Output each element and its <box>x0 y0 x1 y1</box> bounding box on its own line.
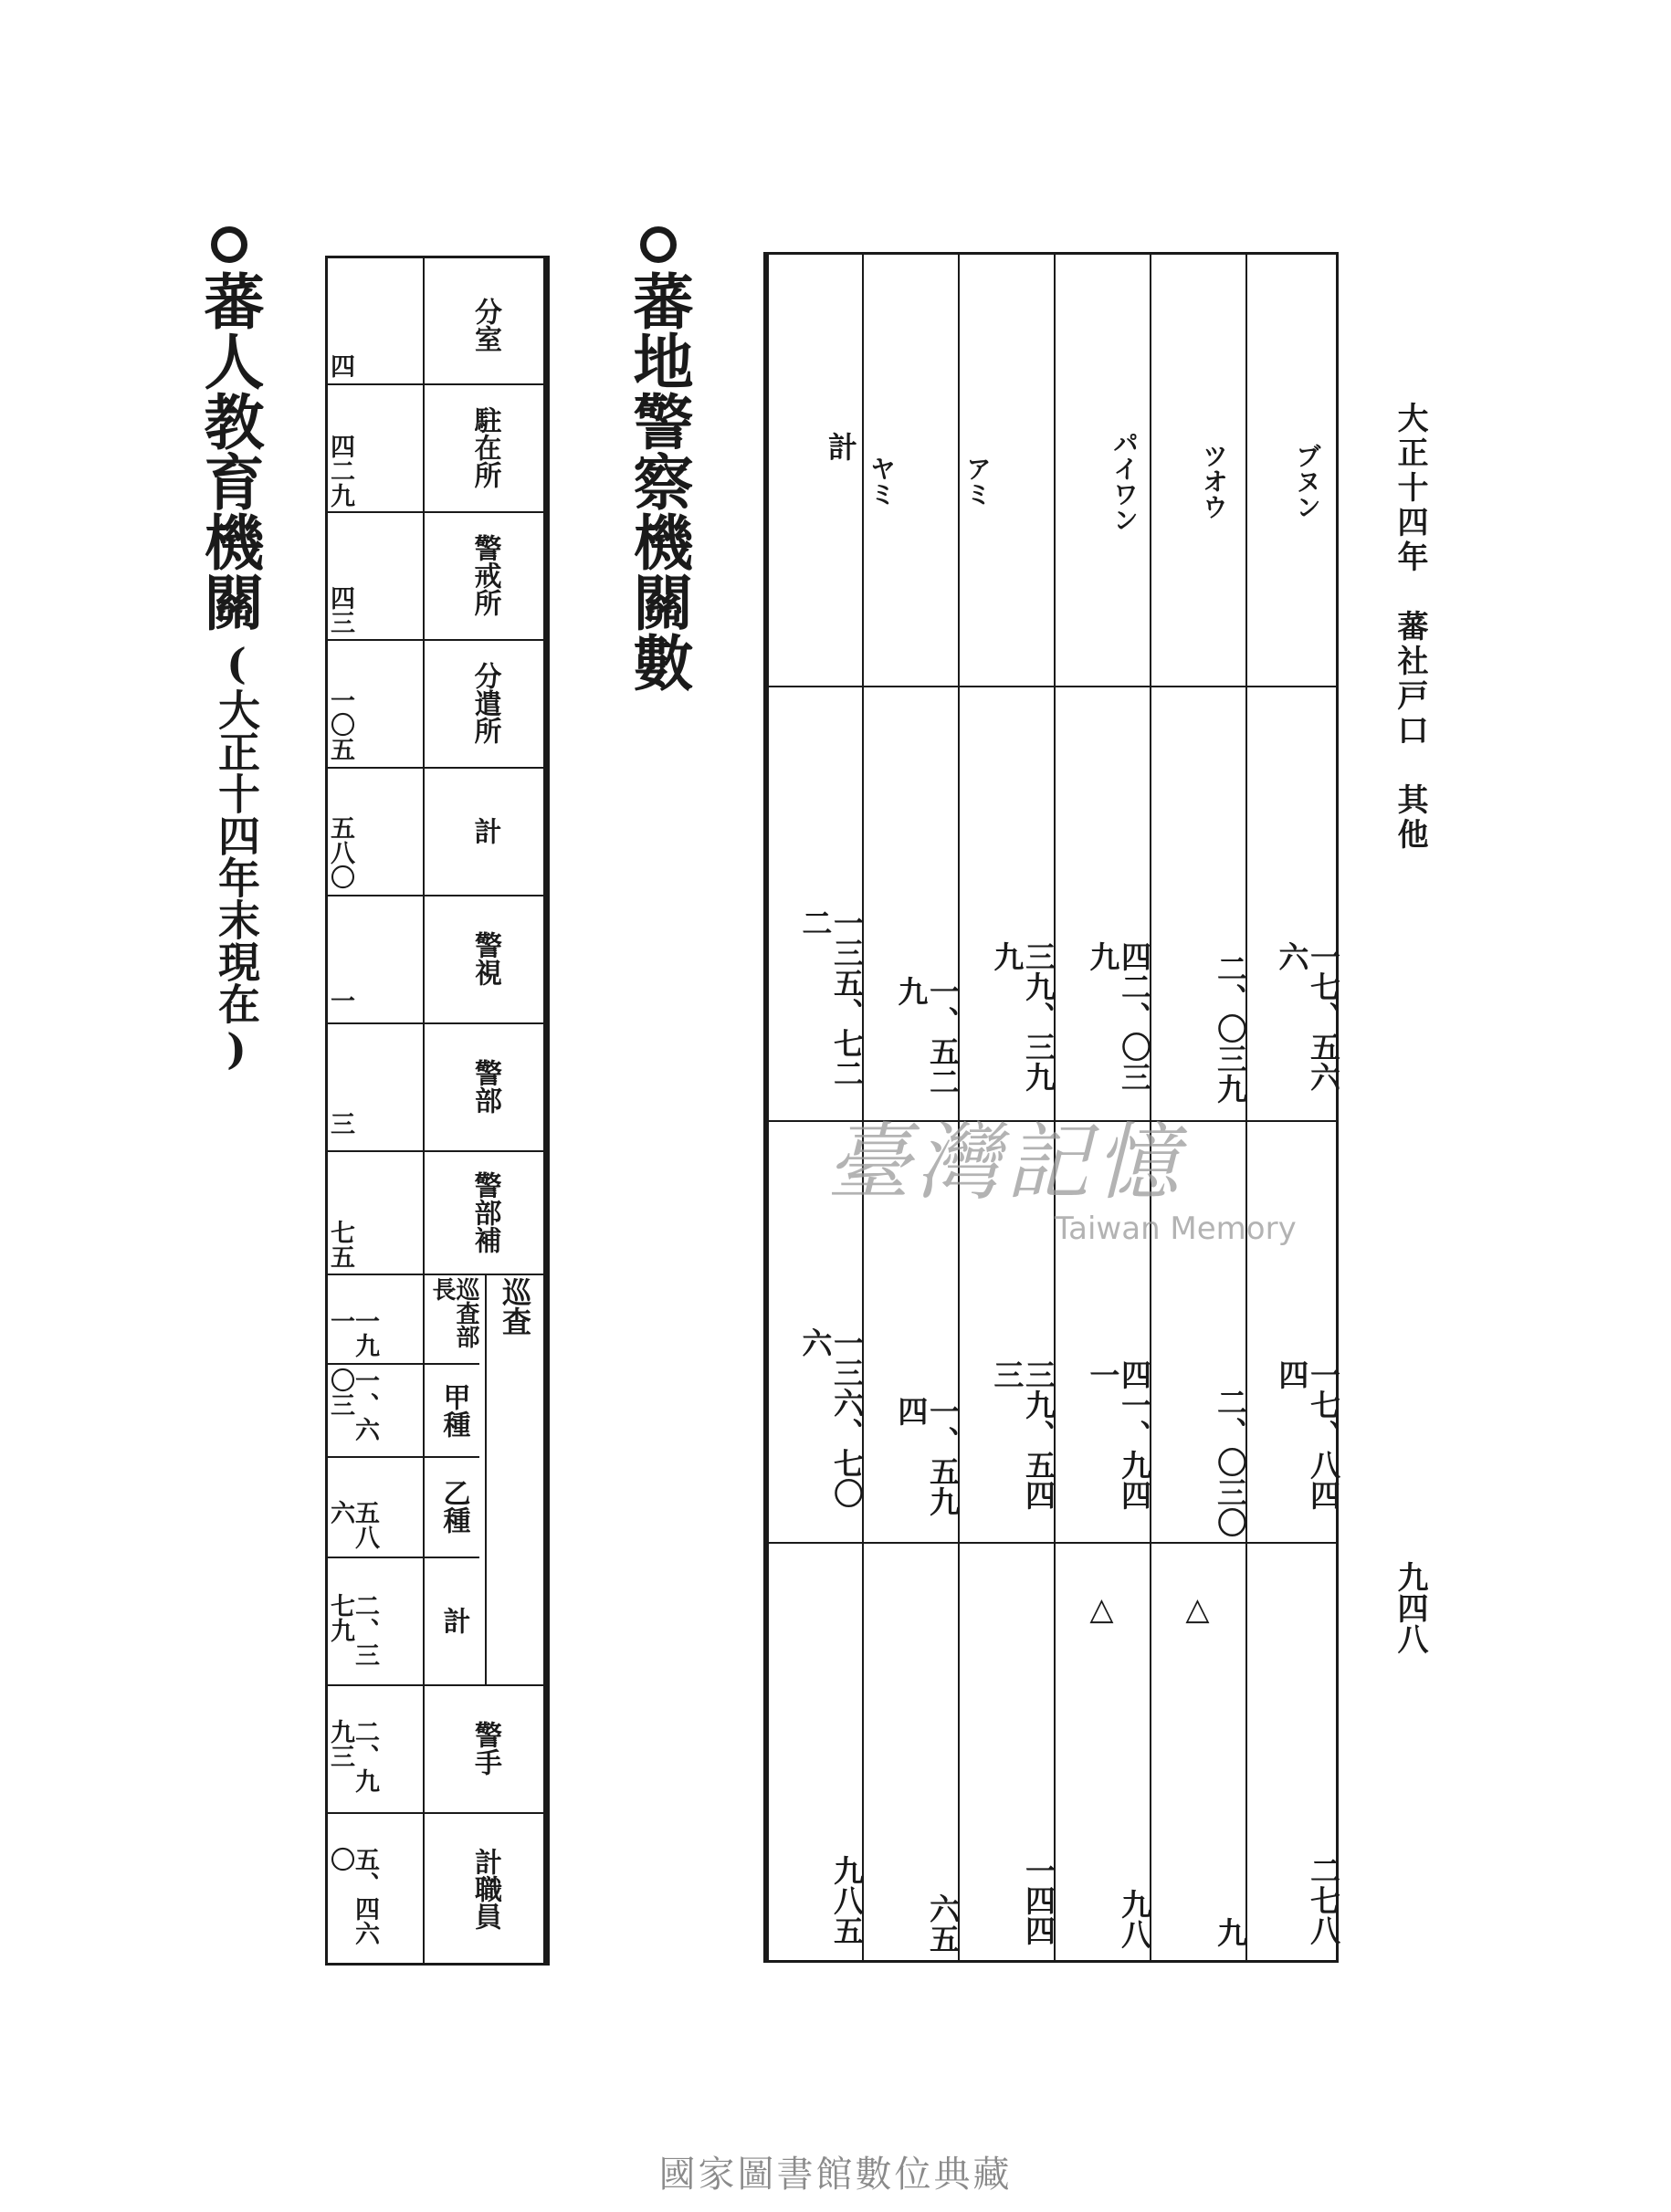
table-cell: 四一、九四一 <box>1085 1359 1152 1510</box>
row-value: 四三 <box>326 585 354 634</box>
table-cell: 二、〇三〇 <box>1213 1387 1248 1537</box>
column-header: アミ <box>962 456 993 507</box>
column-header: パイワン <box>1109 430 1140 532</box>
table-cell: 九 <box>1213 1917 1248 1947</box>
running-header: 大正十四年 蕃社戸口 其他 <box>1392 402 1428 853</box>
table-cell: 一七、五六六 <box>1274 941 1341 1092</box>
row-label: 計 <box>468 817 501 844</box>
row-label: 計職員 <box>469 1847 501 1930</box>
row-value: 一〇五 <box>326 687 354 761</box>
row-value: 二、三七九 <box>326 1593 379 1667</box>
watermark-cn-text: 臺灣記憶 <box>826 1114 1185 1211</box>
row-label: 警部 <box>469 1059 501 1114</box>
circle-bullet-icon <box>640 226 677 263</box>
column-header: ツオウ <box>1199 443 1229 519</box>
row-value: 五八六 <box>326 1500 379 1549</box>
group-label: 巡査 <box>498 1277 532 1336</box>
row-label: 警視 <box>469 931 501 986</box>
table-cell: 四二、〇三九 <box>1085 941 1152 1092</box>
row-label: 分遣所 <box>468 662 501 744</box>
table-cell: 一、五九四 <box>893 1396 961 1516</box>
table-cell: 一四四 <box>1021 1855 1056 1945</box>
table-cell: 二七八 <box>1306 1855 1341 1945</box>
row-value: 四二九 <box>326 434 354 508</box>
row-label: 分室 <box>469 297 501 352</box>
row-value: 七五 <box>326 1220 354 1269</box>
edu-section-subtitle: (大正十四年末現在) <box>212 639 261 1074</box>
row-value: 五八〇 <box>326 814 354 889</box>
column-header: ヤミ <box>867 456 897 507</box>
row-value: 一 <box>326 988 354 1012</box>
police-staff-table <box>325 256 550 1966</box>
table-cell: 三九、五四三 <box>989 1359 1056 1510</box>
row-label: 甲種 <box>437 1382 470 1438</box>
watermark-en-text: Taiwan Memory <box>1055 1211 1297 1247</box>
row-label: 警手 <box>469 1721 501 1776</box>
table-cell: 一、五二九 <box>893 976 961 1096</box>
footer-credit: 國家圖書館數位典藏 <box>658 2154 1013 2196</box>
table-cell: 一三五、七二二 <box>797 907 865 1088</box>
row-value: 一九一 <box>326 1308 379 1358</box>
row-value: 五、四六〇 <box>326 1847 379 1945</box>
row-value: 二、九九三 <box>326 1719 379 1793</box>
police-section-title: 蕃地警察機關數 <box>628 226 688 692</box>
circle-bullet-icon <box>211 226 247 263</box>
row-value: 三 <box>326 1111 354 1136</box>
row-label: 警戒所 <box>468 534 501 616</box>
row-label: 警部補 <box>468 1170 501 1253</box>
watermark <box>826 1096 1297 1247</box>
row-label: 乙種 <box>437 1479 470 1534</box>
row-label: 計 <box>437 1607 470 1634</box>
table-cell: 九八五 <box>829 1855 865 1945</box>
table-cell: 六五 <box>925 1892 961 1954</box>
row-label: 巡査部長 <box>428 1277 479 1348</box>
row-value: 四 <box>326 353 354 378</box>
page-number: 九四八 <box>1392 1561 1428 1654</box>
triangle-mark: △ <box>1185 1591 1210 1628</box>
triangle-mark: △ <box>1089 1591 1114 1628</box>
edu-section-title: 蕃人教育機關 <box>199 226 259 632</box>
column-header: 計 <box>824 432 858 461</box>
table-cell: 三九、三九九 <box>989 941 1056 1092</box>
table-cell: 一七、八四四 <box>1274 1359 1341 1510</box>
table-cell: 九八 <box>1117 1888 1152 1949</box>
table-cell: 二、〇三九 <box>1213 952 1248 1104</box>
row-value: 一、六〇三 <box>326 1368 379 1441</box>
row-label: 駐在所 <box>468 406 501 488</box>
table-cell: 一三六、七〇六 <box>797 1327 865 1508</box>
column-header: ブヌン <box>1292 443 1322 519</box>
